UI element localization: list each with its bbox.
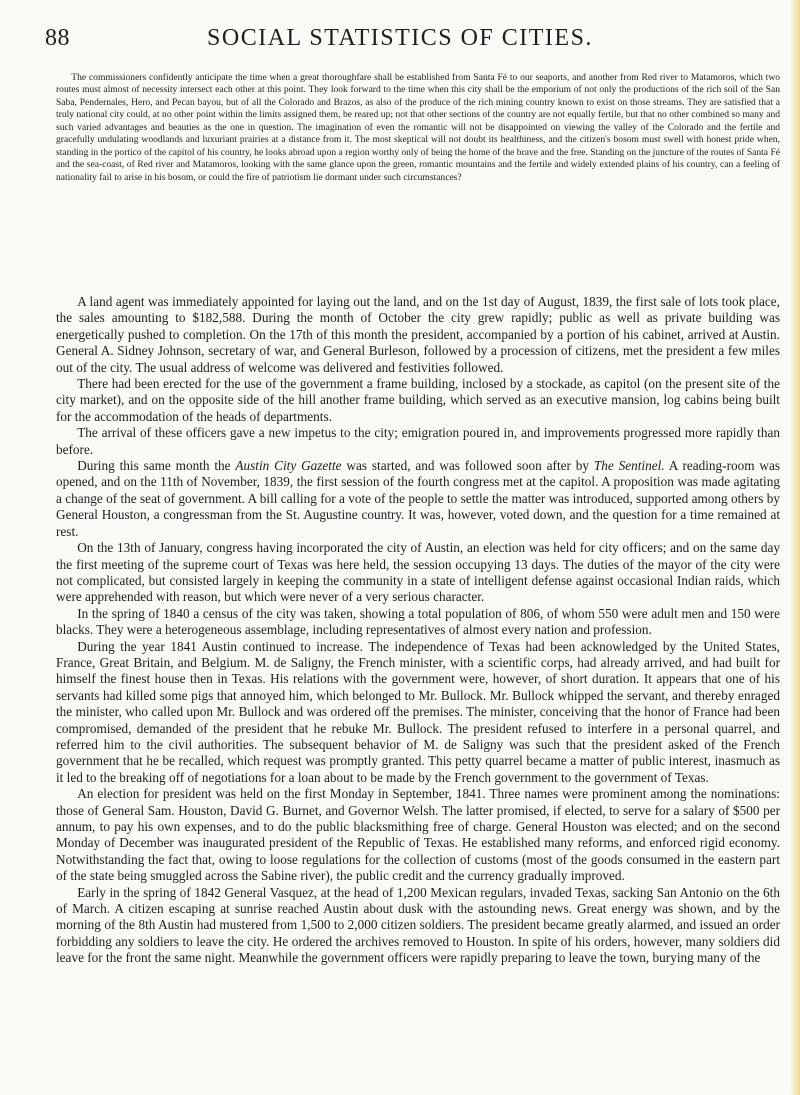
paragraph: During the year 1841 Austin continued to increase. The independence of Texas had been acknowledged by the United States, France, Great Britain, and Belgium. M. de Saligny, the French minister, with a scientific corps, had already arrived, and had built for himself the finest house then in Texas. His relations with the government were, however, of short duration. It appears that one of his servants had killed some pigs that annoyed him, which belonged to Mr. Bullock. Mr. Bullock whipped the servant, and thereby enraged the minister, who called upon Mr. Bullock and was ordered off the premises. The minister, conceiving that the honor of France had been compromised, demanded of the president that he rebuke Mr. Bullock. The president refused to interfere in a personal quarrel, and referred him to the civil authorities. The subsequent behavior of M. de Saligny was such that the president asked of the French government that he be recalled, which request was promptly granted. This petty quarrel became a matter of public interest, inasmuch as it led to the breaking off of negotiations for a loan about to be made by the French government to the government of Texas. bbox=[56, 638, 780, 785]
paragraph: On the 13th of January, congress having incorporated the city of Austin, an election was held for city officers; and on the same day the first meeting of the supreme court of Texas was here held, the session occupying 13 days. The duties of the mayor of the city were not complicated, but consisted largely in keeping the community in a state of intelligent defense against occasional Indian raids, which were apprehended with reason, but which were never of a very serious character. bbox=[56, 540, 780, 605]
quoted-report: The commissioners confidently anticipate the time when a great thoroughfare shall be established from Santa Fé to our seaports, and another from Red river to Matamoros, which two routes must almost of necessity intersect each other at this point. They look forward to the time when this city shall be the emporium of not only the productions of the rich soil of the San Saba, Pendernales, Hero, and Pecan bayou, but of all the Colorado and Brazos, as also of the produce of the rich mining country known to exist on those streams. They are satisfied that a truly national city could, at no other point within the limits assigned them, be reared up; not that other sections of the country are not equally fertile, but that no other combined so many and such varied advantages and beauties as the one in question. The imagination of even the romantic will not be disappointed on viewing the valley of the Colorado and the fertile and gracefully undulating woodlands and luxuriant prairies at a distance from it. The most skeptical will not doubt its healthiness, and the citizen's bosom must swell with honest pride when, standing in the portico of the capitol of his country, he looks abroad upon a region worthy only of being the home of the brave and the free. Standing on the juncture of the routes of Santa Fé and the sea-coast, of Red river and Matamoros, looking with the same glance upon the green, romantic mountains and the fertile and widely extended plains of his country, can a feeling of nationality fail to arise in his bosom, or could the fire of patriotism lie dormant under such circumstances? bbox=[56, 72, 780, 183]
text-span: A reading-room was opened, and on the 11th of November, 1839, the first session of the fourth congress met at the capitol. A proposition was made agitating a change of the seat of government. A bill calling for a vote of the people to settle the matter was introduced, supported among others by General Houston, a congressman from the St. Augustine country. It was, however, voted down, and the question for a time remained at rest. bbox=[56, 458, 781, 539]
paragraph: A land agent was immediately appointed for laying out the land, and on the 1st day of August, 1839, the first sale of lots took place, the sales amounting to $182,588. During the month of October the city grew rapidly; public as well as private building was energetically pushed to completion. On the 17th of this month the president, accompanied by a portion of his cabinet, arrived at Austin. General A. Sidney Johnson, secretary of war, and General Burleson, followed by a procession of citizens, met the president a few miles out of the city. The usual address of welcome was delivered and festivities followed. bbox=[56, 294, 780, 375]
page-edge bbox=[790, 0, 800, 1095]
paragraph: There had been erected for the use of the government a frame building, inclosed by a stockade, as capitol (on the present site of the city market), and on the opposite side of the hill another frame building, which served as an executive mansion, log cabins being built for the accommodation of the heads of departments. bbox=[56, 376, 780, 424]
paragraph: The arrival of these officers gave a new impetus to the city; emigration poured in, and improvements progressed more rapidly than before. bbox=[56, 425, 780, 457]
paragraph: An election for president was held on the first Monday in September, 1841. Three names were prominent among the nominations: those of General Sam. Houston, David G. Burnet, and Governor Welsh. The latter promised, if elected, to serve for a salary of $500 per annum, to pay his own expenses, and to do the public blacksmithing free of charge. General Houston was elected; and on the second Monday of December was inaugurated president of the Republic of Texas. He established many reforms, and enforced rigid economy. Notwithstanding the fact that, owing to loose regulations for the collection of customs (most of the goods consumed in the eastern part of the state being smuggled across the Sabine river), the public credit and the currency gradually improved. bbox=[56, 786, 780, 884]
newspaper-title: The Sentinel. bbox=[593, 458, 665, 474]
paragraph: Early in the spring of 1842 General Vasquez, at the head of 1,200 Mexican regulars, invaded Texas, sacking San Antonio on the 6th of March. A citizen escaping at sunrise reached Austin about dusk with the astounding news. Great energy was shown, and by the morning of the 8th Austin had mustered from 1,500 to 2,000 citizen soldiers. The president became greatly alarmed, and issued an order forbidding any soldiers to leave the city. He ordered the archives removed to Houston. In spite of his orders, however, many soldiers did leave for the front the same night. Meanwhile the government officers were rapidly preparing to leave the town, burying many of the bbox=[56, 884, 780, 966]
text-span: During this same month the bbox=[77, 458, 236, 474]
page-number: 88 bbox=[45, 25, 70, 51]
newspaper-title: Austin City Gazette bbox=[235, 458, 342, 474]
text-span: was started, and was followed soon after by bbox=[341, 458, 594, 474]
paragraph bbox=[56, 458, 780, 540]
paragraph: In the spring of 1840 a census of the city was taken, showing a total population of 806, of whom 550 were adult men and 150 were blacks. They were a heterogeneous assemblage, including representatives of almost every nation and profession. bbox=[56, 605, 780, 638]
body-text bbox=[56, 294, 780, 967]
running-title: SOCIAL STATISTICS OF CITIES. bbox=[207, 25, 593, 51]
